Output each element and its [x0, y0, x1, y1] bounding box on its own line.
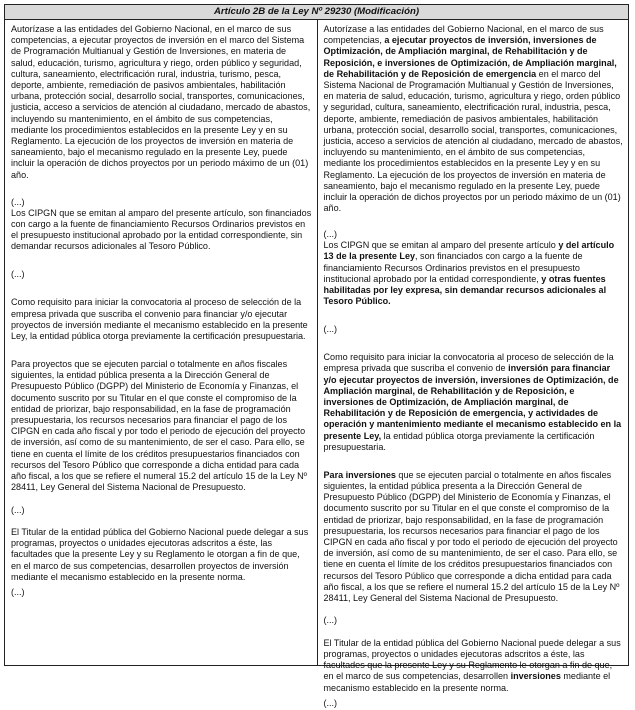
- paragraph: [324, 638, 624, 694]
- paragraph-spacer: [11, 253, 312, 270]
- column-modified-text: [317, 20, 629, 709]
- paragraph-spacer: [324, 307, 624, 324]
- text-run: la entidad pública otorga previamente la certificación presupuestaria.: [323, 430, 595, 452]
- text-run: (...): [11, 587, 25, 598]
- text-run: Los CIPGN que se emitan al amparo del presente artículo, son financiados con cargo a la fuente de financiamiento Recursos Ordinarios previstos en el presupuesto institucional aprobado por la entidad correspondiente, sin demandar recursos adicionales al Tesoro Público.: [11, 207, 312, 252]
- paragraph: [324, 615, 624, 626]
- paragraph: [324, 352, 624, 453]
- paragraph-spacer: [11, 342, 312, 359]
- paragraph: [11, 505, 312, 516]
- text-run: , son financiados con cargo a la fuente de financiamiento Recursos Ordinarios previstos en el presupuesto institucional aprobado por la entidad correspondiente,: [323, 251, 583, 284]
- paragraph-spacer: [324, 335, 624, 352]
- paragraph: [11, 527, 312, 583]
- text-run: El Titular de la entidad pública del Gobierno Nacional puede delegar a sus programas, proyectos o unidades ejecutoras adscritos a éste, las facultades que la presente Ley y su Reglamento le otorgan a fin de que, en el marco de sus competencias, desarrollen: [323, 637, 621, 682]
- bold-text-run: y otras fuentes habilitadas por ley expresa, sin demandar recursos adicionales al Tesoro Público.: [323, 273, 607, 307]
- text-run: Autorízase a las entidades del Gobierno Nacional, en el marco de sus competencias, a ejecutar proyectos de inversión en el marco del Sistema de Programación Multianual y Gestión de Inversiones, en materia de salud, educación, turismo, agricultura y riego, orden público y seguridad, cultura, saneamiento, electrificación rural, industria, turismo, pesca, deporte, ambiente, remediación de pasivos ambientales, habilitación urbana, protección social, desarrollo social, transportes, comunicaciones, justicia, acceso a servicios de atención al ciudadano, mercado de abastos, incluyendo su mantenimiento, en el ámbito de sus competencias, mediante los procedimientos establecidos en la presente Ley y en su Reglamento. La ejecución de los proyectos de inversión en materia de saneamiento, bajo el mecanismo regulado en la presente Ley, puede incluir la operación de dichos proyectos por un periodo máximo de un (01) año.: [11, 24, 311, 180]
- paragraph: [324, 229, 624, 240]
- paragraph-spacer: [324, 453, 624, 470]
- text-run: (...): [323, 615, 338, 626]
- paragraph-spacer: [11, 493, 312, 504]
- text-run: mediante el mecanismo establecido en la presente norma.: [323, 671, 611, 693]
- paragraph: [11, 297, 312, 342]
- paragraph: [324, 324, 624, 335]
- comparison-table: [4, 4, 629, 709]
- paragraph: [11, 587, 312, 598]
- paragraph: [324, 470, 624, 604]
- paragraph: [324, 24, 624, 214]
- column-original-text: [5, 20, 317, 665]
- paragraph-spacer: [324, 604, 624, 615]
- text-run: (...): [11, 504, 25, 515]
- paragraph: [11, 24, 312, 181]
- paragraph-spacer: [11, 516, 312, 527]
- bold-text-run: y del artículo 13 de la presente Ley: [323, 240, 615, 262]
- paragraph: [11, 359, 312, 493]
- text-run: (...): [11, 269, 25, 280]
- text-run: Para proyectos que se ejecuten parcial o totalmente en años fiscales siguientes, la entidad pública presenta a la Dirección General de Presupuesto Público (DGPP) del Ministerio de Economía y Finanzas, el documento suscrito por su Titular en el que conste el compromiso de la entidad de priorizar, bajo responsabilidad, en la fase de programación presupuestaria, los recursos necesarios para financiar el pago de los CIPGN en cada año fiscal y por todo el periodo de ejecución del proyecto de inversión, así como de su mantenimiento, de ser el caso. Para ello, se tiene en cuenta el límite de los créditos presupuestarios financiados con recursos del Tesoro Público que corresponde a dicha entidad para cada año fiscal, a los que se refiere el numeral 15.2 del artículo 15 de la Ley Nº 28411, Ley General del Sistema Nacional de Presupuesto.: [11, 358, 307, 493]
- text-run: (...): [323, 698, 338, 709]
- table-header-title: Artículo 2B de la Ley Nº 29230 (Modificación): [5, 5, 628, 20]
- text-run: Como requisito para iniciar la convocatoria al proceso de selección de la empresa privada que suscriba el convenio de: [323, 352, 614, 374]
- text-run: (...): [323, 229, 338, 239]
- text-run: Autorízase a las entidades del Gobierno Nacional, en el marco de sus competencias,: [323, 24, 604, 46]
- paragraph: [324, 698, 624, 709]
- paragraph-spacer: [11, 181, 312, 197]
- table-columns: [5, 20, 628, 709]
- paragraph-spacer: [324, 627, 624, 638]
- text-run: (...): [11, 196, 25, 207]
- bold-text-run: a ejecutar proyectos de inversión, inversiones de Optimización, de Ampliación marginal, de Rehabilitación y de Reposición, e inversiones de Optimización, de Ampliación marginal, de Rehabilitación y de Reposición de emergencia: [323, 35, 617, 79]
- text-run: en el marco del Sistema Nacional de Programación Multianual y Gestión de Inversiones, en materia de salud, educación, turismo, agricultura y riego, orden público y seguridad, cultura, saneamiento, electrificación rural, industria, pesca, deporte, ambiente, remediación de pasivos ambientales, habilitación urbana, protección social, desarrollo social, transportes, comunicaciones, justicia, acceso a servicios de atención al ciudadano, mercado de abastos, incluyendo su mantenimiento, en el ámbito de sus competencias, mediante los procedimientos establecidos en la presente Ley y en su Reglamento. La ejecución de los proyectos de inversión en materia de saneamiento, bajo el mecanismo regulado en la presente Ley, puede incluir la operación de dichos proyectos por un periodo máximo de un (01) año.: [323, 68, 623, 214]
- paragraph: [11, 208, 312, 253]
- text-run: Los CIPGN que se emitan al amparo del presente artículo: [323, 240, 559, 251]
- bold-text-run: inversiones: [510, 671, 561, 682]
- paragraph: [11, 269, 312, 280]
- text-run: (...): [323, 324, 338, 335]
- text-run: que se ejecuten parcial o totalmente en años fiscales siguientes, la entidad pública presenta a la Dirección General de Presupuesto Público (DGPP) del Ministerio de Economía y Finanzas, el documento suscrito por su Titular en el que conste el compromiso de la entidad de priorizar, bajo responsabilidad, en la fase de programación presupuestaria, los recursos necesarios para financiar el pago de los CIPGN en cada año fiscal y por todo el periodo de ejecución del proyecto de inversión, así como de su mantenimiento, de ser el caso. Para ello, se tiene en cuenta el límite de los créditos presupuestarios financiados con recursos del Tesoro Público que corresponde a dicha entidad para cada año fiscal, a los que se refiere el numeral 15.2 del artículo 15 de la Ley Nº 28411, Ley General del Sistema Nacional de Presupuesto.: [323, 469, 620, 604]
- bold-text-run: inversión para financiar y/o ejecutar proyectos de inversión, inversiones de Optimización, de Ampliación marginal, de Rehabilitación y de Reposición, e inversiones de Optimización, de Ampliación marginal, de Rehabilitación y de Reposición de emergencia, y actividades de operación y mantenimiento mediante el mecanismo establecido en la presente Ley,: [323, 363, 622, 441]
- paragraph: [11, 197, 312, 208]
- text-run: Como requisito para iniciar la convocatoria al proceso de selección de la empresa privada que suscriba el convenio para financiar y/o ejecutar proyectos de inversión mediante el mecanismo establecido en la presente Ley, la entidad pública otorga previamente la certificación presupuestaria.: [11, 297, 308, 341]
- paragraph: [324, 240, 624, 307]
- text-run: El Titular de la entidad pública del Gobierno Nacional puede delegar a sus programas, proyectos o unidades ejecutoras adscritos a éste, las facultades que la presente Ley y su Reglamento le otorgan a fin de que, en el marco de sus competencias, desarrollen proyectos de inversión mediante el mecanismo establecido en la presente norma.: [11, 526, 309, 582]
- paragraph-spacer: [11, 281, 312, 298]
- bold-text-run: Para inversiones: [323, 469, 396, 480]
- paragraph-spacer: [324, 214, 624, 229]
